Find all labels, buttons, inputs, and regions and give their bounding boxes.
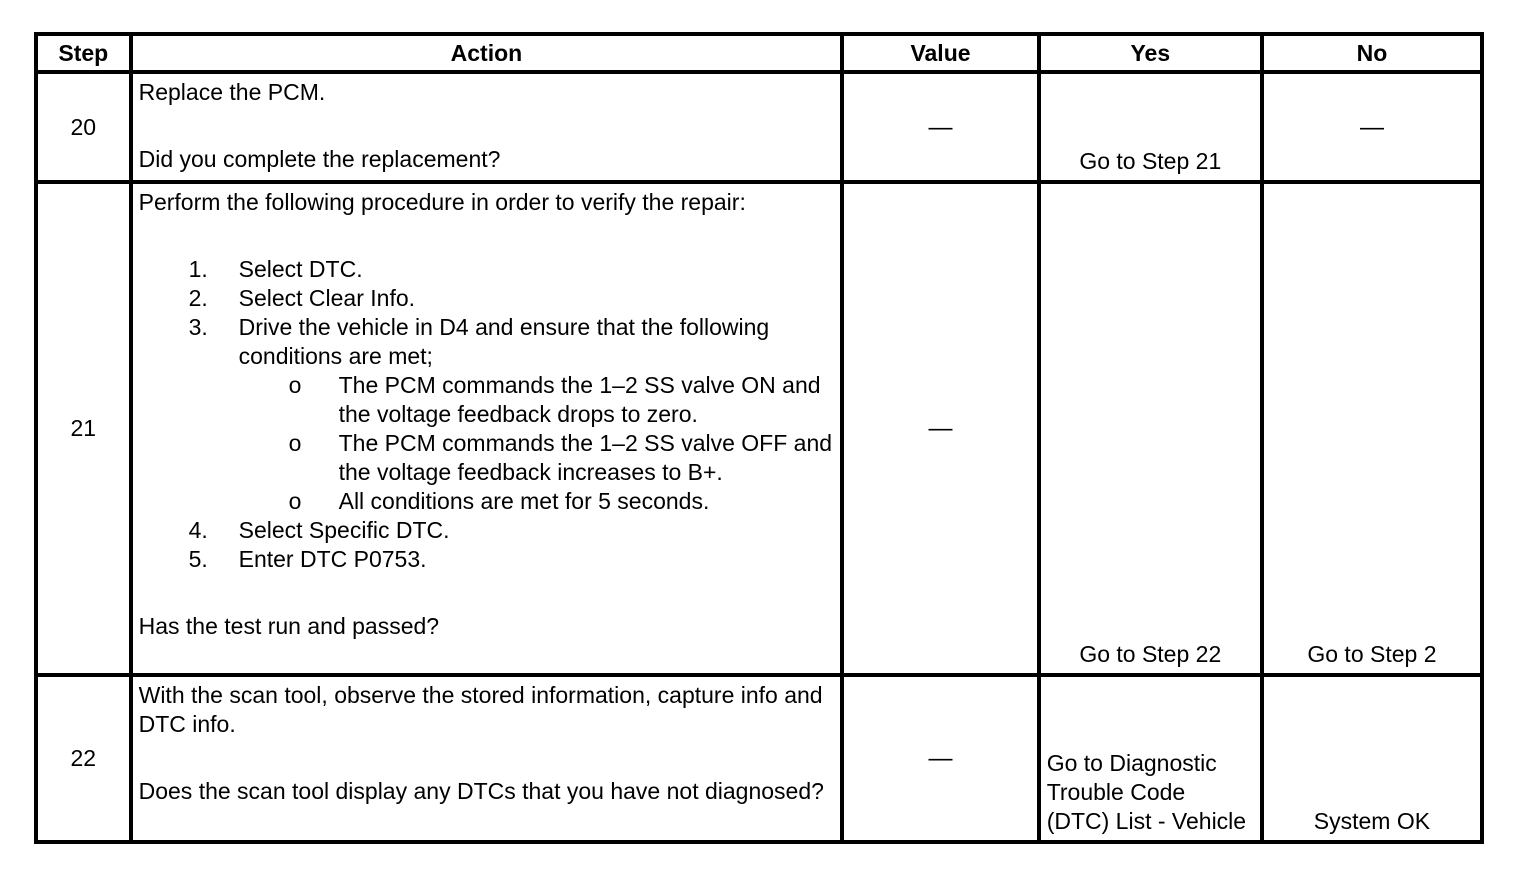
header-yes: Yes	[1039, 34, 1262, 72]
action-text: Replace the PCM.	[138, 79, 326, 105]
list-number: 5.	[188, 546, 208, 572]
bullet: o	[288, 430, 302, 456]
value-cell: —	[842, 72, 1038, 182]
sub-list-item	[289, 487, 835, 516]
header-no: No	[1262, 34, 1482, 72]
step-number: 21	[36, 182, 131, 675]
sub-list-text: All conditions are met for 5 seconds.	[338, 488, 710, 514]
header-row	[36, 34, 1482, 72]
table-row-step-20	[36, 72, 1482, 182]
list-text: Enter DTC P0753.	[238, 546, 427, 572]
yes-cell: Go to Step 21	[1039, 72, 1262, 182]
action-question: Has the test run and passed?	[138, 613, 440, 639]
list-text: Select Specific DTC.	[238, 517, 450, 543]
value-cell: —	[842, 675, 1038, 842]
table-row-step-22	[36, 675, 1482, 842]
no-cell: Go to Step 2	[1262, 182, 1482, 675]
step-number: 22	[36, 675, 131, 842]
sub-list-item	[289, 371, 835, 429]
procedure-list	[139, 255, 835, 574]
list-item	[189, 255, 835, 284]
list-item	[189, 313, 835, 516]
list-number: 1.	[188, 256, 208, 282]
sub-list-text: The PCM commands the 1–2 SS valve OFF and the voltage feedback increases to B+.	[338, 430, 833, 485]
bullet: o	[288, 372, 302, 398]
no-cell: System OK	[1262, 675, 1482, 842]
list-item	[189, 545, 835, 574]
list-text: Drive the vehicle in D4 and ensure that the following conditions are met;	[238, 314, 770, 369]
no-cell: —	[1262, 72, 1482, 182]
sub-list-item	[289, 429, 835, 487]
list-item	[189, 516, 835, 545]
action-text: Perform the following procedure in order to verify the repair:	[138, 189, 746, 215]
list-number: 3.	[188, 314, 208, 340]
header-step: Step	[36, 34, 131, 72]
action-text: With the scan tool, observe the stored information, capture info and DTC info.	[138, 682, 823, 737]
header-action: Action	[131, 34, 843, 72]
action-question: Did you complete the replacement?	[138, 146, 501, 172]
action-cell	[131, 675, 843, 842]
sub-list-text: The PCM commands the 1–2 SS valve ON and the voltage feedback drops to zero.	[338, 372, 821, 427]
condition-list	[239, 371, 835, 516]
yes-cell: Go to Step 22	[1039, 182, 1262, 675]
action-question: Does the scan tool display any DTCs that you have not diagnosed?	[138, 778, 824, 804]
list-text: Select DTC.	[238, 256, 363, 282]
header-value: Value	[842, 34, 1038, 72]
action-cell	[131, 72, 843, 182]
diagnostic-table	[34, 32, 1484, 844]
step-number: 20	[36, 72, 131, 182]
yes-cell: Go to Diagnostic Trouble Code (DTC) List - Vehicle	[1039, 675, 1262, 842]
bullet: o	[288, 488, 302, 514]
list-number: 2.	[188, 285, 208, 311]
table-row-step-21	[36, 182, 1482, 675]
list-item	[189, 284, 835, 313]
list-number: 4.	[188, 517, 208, 543]
action-cell	[131, 182, 843, 675]
value-cell: —	[842, 182, 1038, 675]
list-text: Select Clear Info.	[238, 285, 416, 311]
